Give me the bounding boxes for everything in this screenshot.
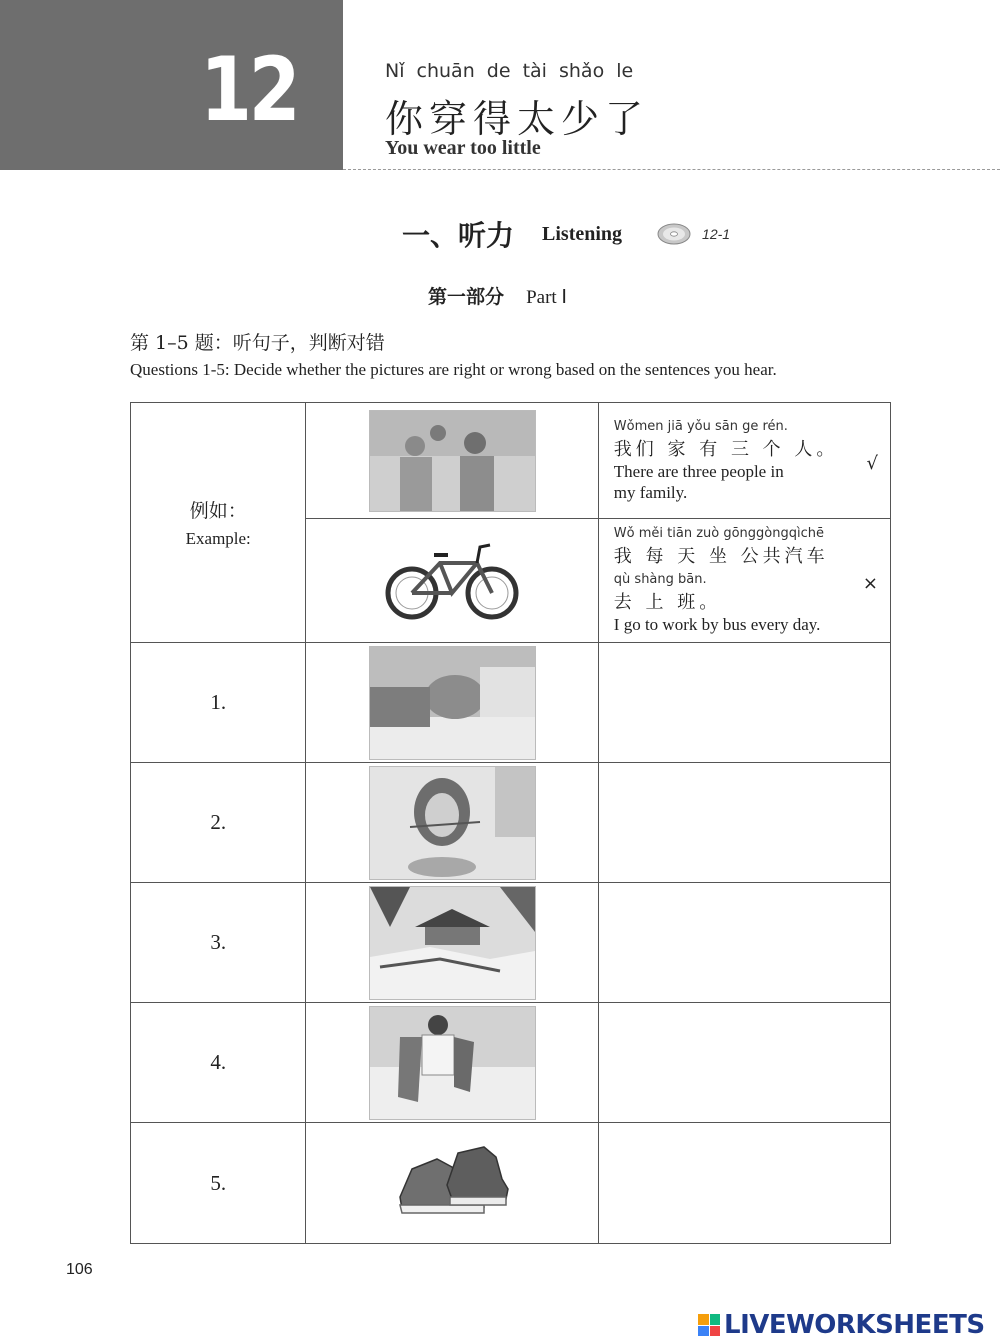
example-label-cell <box>131 403 306 643</box>
bicycle-photo <box>382 535 522 623</box>
instructions-chinese: 第 1–5 题：听句子，判断对错 <box>130 332 385 354</box>
answer-cell[interactable] <box>598 643 890 763</box>
answer-cell[interactable] <box>598 883 890 1003</box>
example-2-pinyin: Wǒ měi tiān zuò gōnggòngqìchē <box>613 526 824 541</box>
audio-track-number: 12-1 <box>702 226 731 242</box>
example-2-image-cell <box>306 519 598 643</box>
example-2-text-cell <box>598 519 890 643</box>
example-1-hanzi: 我们 家 有 三 个 人。 <box>613 438 839 460</box>
liveworksheets-badge-icon <box>698 1314 720 1336</box>
example-1-image-cell <box>306 403 598 519</box>
woman-eating-noodles-photo <box>369 766 536 880</box>
table-row <box>131 643 891 763</box>
page-number: 106 <box>66 1261 93 1278</box>
question-number: 5. <box>131 1123 306 1244</box>
question-image-cell <box>306 763 598 883</box>
table-row <box>131 763 891 883</box>
family-photo <box>369 410 536 512</box>
answer-cell[interactable] <box>598 763 890 883</box>
table-row <box>131 1003 891 1123</box>
instructions-english: Questions 1-5: Decide whether the pictures are right or wrong based on the sentences you hear. <box>130 360 777 379</box>
section-title-english: Listening <box>542 222 623 245</box>
section-title-chinese: 一、听力 <box>402 219 515 252</box>
example-2-pinyin-line2: qù shàng bān. <box>613 572 707 587</box>
example-2-hanzi: 我 每 天 坐 公共汽车 <box>613 546 829 567</box>
section-title <box>402 214 730 254</box>
liveworksheets-brand-text: LIVEWORKSHEETS <box>724 1310 985 1340</box>
lesson-number: 12 <box>200 38 298 141</box>
lesson-title-pinyin: Nǐ chuān de tài shǎo le <box>385 60 634 82</box>
check-mark-icon: √ <box>866 453 878 474</box>
part-title-chinese: 第一部分 <box>428 286 505 308</box>
question-image-cell <box>306 643 598 763</box>
example-1-text-cell <box>598 403 890 519</box>
lesson-header-block <box>0 0 343 170</box>
example-2-hanzi-line2: 去 上 班。 <box>613 592 722 613</box>
table-row <box>131 1123 891 1244</box>
example-label-chinese: 例如： <box>189 500 247 522</box>
question-image-cell <box>306 1123 598 1244</box>
example-1-english-line2: my family. <box>613 482 688 502</box>
cross-mark-icon: × <box>862 573 878 594</box>
example-1-pinyin: Wǒmen jiā yǒu sān ge rén. <box>613 418 788 434</box>
liveworksheets-logo[interactable] <box>698 1310 985 1340</box>
sleeping-man-photo <box>369 646 536 760</box>
sneakers-photo <box>392 1139 512 1223</box>
example-label-english: Example: <box>185 529 251 548</box>
header-divider <box>343 169 1000 170</box>
table-row <box>131 883 891 1003</box>
answer-cell[interactable] <box>598 1003 890 1123</box>
question-number: 1. <box>131 643 306 763</box>
question-image-cell <box>306 883 598 1003</box>
part-title <box>428 282 567 309</box>
audio-cd-icon[interactable] <box>656 221 692 247</box>
answer-cell[interactable] <box>598 1123 890 1244</box>
question-number: 4. <box>131 1003 306 1123</box>
question-number: 2. <box>131 763 306 883</box>
example-2-english: I go to work by bus every day. <box>613 615 821 634</box>
question-image-cell <box>306 1003 598 1123</box>
part-title-english: Part Ⅰ <box>526 287 568 308</box>
lesson-title-chinese: 你穿得太少了 <box>385 97 650 141</box>
snowy-temple-photo <box>369 886 536 1000</box>
table-row <box>131 403 891 519</box>
man-on-snow-photo <box>369 1006 536 1120</box>
question-number: 3. <box>131 883 306 1003</box>
question-table <box>130 402 891 1244</box>
lesson-title-english: You wear too little <box>385 137 541 159</box>
example-1-english-line1: There are three people in <box>613 461 784 481</box>
